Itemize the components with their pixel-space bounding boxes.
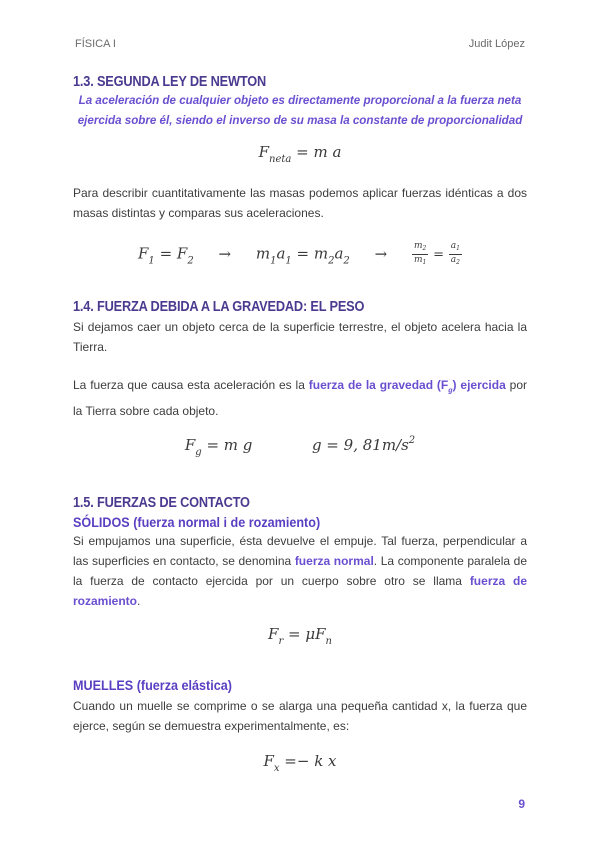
formula-mass-comparison: $F_1 = F_2 \to m_1a_1 = m_2a_2$ → $\frac{m_2}{m_1}$ = $\frac{a_1}{a_2}$ (138, 241, 460, 267)
paragraph-spring: Cuando un muelle se comprime o se alarga una pequeña cantidad x, la fuerza que ejerce, según se demuestra experimentalmente, es: (73, 699, 527, 734)
highlight-normal-force: fuerza normal (294, 554, 374, 569)
header-subject: FÍSICA I (75, 38, 116, 50)
arrow-icon: → (218, 244, 232, 263)
fraction-accelerations: $\frac{a_1}{a_2}$ (450, 241, 460, 266)
section-title-1-3: 1.3. SEGUNDA LEY DE NEWTON (73, 74, 267, 90)
formula-friction: $F_r = \mu F_n$ (268, 625, 332, 648)
fraction-masses: $\frac{m_2}{m_1}$ (413, 241, 427, 266)
highlight-friction-force: fuerza de rozamiento (73, 574, 527, 609)
formula-fneta: $F_{neta} = m$ a (258, 143, 342, 165)
paragraph-masses: Para describir cuantitativamente las masas podemos aplicar fuerzas idénticas a dos masas distintas y comparas sus aceleraciones. (73, 186, 527, 220)
page-number: 9 (518, 797, 525, 811)
highlight-gravity-force: fuerza de la gravedad $(F_g)$ ejercida (308, 378, 506, 395)
subsection-solidos: SÓLIDOS (fuerza normal i de rozamiento) (73, 514, 321, 531)
subsection-muelles: MUELLES (fuerza elástica) (73, 677, 232, 694)
section-title-1-5: 1.5. FUERZAS DE CONTACTO (73, 495, 250, 512)
law-line-1: La aceleración de cualquier objeto es directamente proporcional a la fuerza neta (78, 94, 522, 107)
newton-law-statement (73, 91, 527, 131)
page-content (73, 74, 527, 782)
arrow-icon: → (374, 244, 388, 263)
paragraph-gravity: La fuerza que causa esta aceleración es la fuerza de la gravedad $(F_g)$ ejercida por la Tierra sobre cada objeto. (73, 378, 527, 419)
paragraph-fall: Si dejamos caer un objeto cerca de la superficie terrestre, el objeto acelera hacia la Tierra. (73, 320, 527, 354)
formula-hooke: $F_x =- k$ x (263, 752, 337, 775)
header-author: Judit López (468, 38, 525, 50)
paragraph-contact: Si empujamos una superficie, ésta devuelve el empuje. Tal fuerza, perpendicular a las superficies en contacto, se denomina fuerza normal. La componente paralela de la fuerza de contacto ejercida por un cuerpo sobre otro se llama fuerza de rozamiento. (73, 534, 528, 609)
section-title-1-4: 1.4. FUERZA DEBIDA A LA GRAVEDAD: EL PESO (73, 299, 365, 315)
law-line-2: ejercida sobre él, siendo el inverso de su masa la constante de proporcionalidad (77, 114, 523, 127)
formula-weight: $F_g = m$ g g = 9, $81m/s^2$ (184, 435, 416, 459)
